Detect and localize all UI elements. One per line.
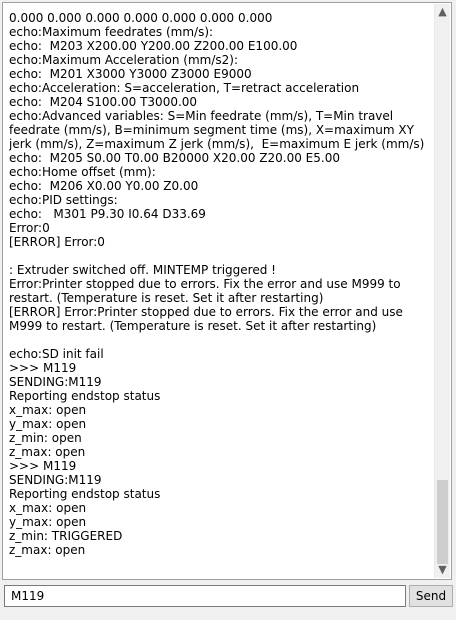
log-line: echo:Home offset (mm): bbox=[9, 165, 156, 179]
log-line: z_min: open bbox=[9, 431, 82, 445]
log-line: [ERROR] Error:Printer stopped due to errors. Fix the error and use M999 to restart. (Temperature is reset. Set it after restarting) bbox=[9, 305, 407, 333]
scrollbar-thumb[interactable] bbox=[437, 480, 448, 564]
log-line: echo:Maximum Acceleration (mm/s2): bbox=[9, 53, 239, 67]
log-line: [ERROR] Error:0 bbox=[9, 235, 105, 249]
log-line: z_max: open bbox=[9, 445, 86, 459]
log-line: echo: M203 X200.00 Y200.00 Z200.00 E100.00 bbox=[9, 39, 298, 53]
log-line: echo:SD init fail bbox=[9, 347, 104, 361]
log-line bbox=[9, 333, 429, 347]
log-line: Error:0 bbox=[9, 221, 50, 235]
send-button[interactable]: Send bbox=[409, 585, 453, 607]
console-log-pane[interactable] bbox=[2, 2, 452, 580]
log-line: SENDING:M119 bbox=[9, 375, 102, 389]
log-line: echo: M301 P9.30 I0.64 D33.69 bbox=[9, 207, 206, 221]
scroll-down-arrow-icon[interactable]: ▼ bbox=[438, 563, 447, 576]
log-line: SENDING:M119 bbox=[9, 473, 102, 487]
scroll-up-arrow-icon[interactable]: ▲ bbox=[438, 5, 447, 18]
log-line: echo:PID settings: bbox=[9, 193, 118, 207]
log-line: y_max: open bbox=[9, 417, 87, 431]
log-line: : Extruder switched off. MINTEMP triggered ! bbox=[9, 263, 276, 277]
log-line: z_min: TRIGGERED bbox=[9, 529, 123, 543]
log-line: >>> M119 bbox=[9, 361, 77, 375]
log-line: x_max: open bbox=[9, 403, 87, 417]
log-line: echo: M201 X3000 Y3000 Z3000 E9000 bbox=[9, 67, 252, 81]
log-line: echo:Advanced variables: S=Min feedrate (mm/s), T=Min travel feedrate (mm/s), B=minimum segment time (ms), X=maximum XY jerk (mm/s), Z=maximum Z jerk (mm/s), E=maximum E jerk (mm/s) bbox=[9, 109, 425, 151]
log-line: Reporting endstop status bbox=[9, 487, 161, 501]
log-line: x_max: open bbox=[9, 501, 87, 515]
log-line: echo: M206 X0.00 Y0.00 Z0.00 bbox=[9, 179, 199, 193]
log-line: echo:Acceleration: S=acceleration, T=retract acceleration bbox=[9, 81, 360, 95]
log-line: 0.000 0.000 0.000 0.000 0.000 0.000 0.000 bbox=[9, 11, 273, 25]
log-line: echo: M205 S0.00 T0.00 B20000 X20.00 Z20.00 E5.00 bbox=[9, 151, 340, 165]
command-input[interactable] bbox=[4, 585, 406, 607]
log-line: echo: M204 S100.00 T3000.00 bbox=[9, 95, 198, 109]
log-line: Reporting endstop status bbox=[9, 389, 161, 403]
log-line: Error:Printer stopped due to errors. Fix the error and use M999 to restart. (Temperature is reset. Set it after restarting) bbox=[9, 277, 405, 305]
log-line bbox=[9, 249, 429, 263]
log-line: echo:Maximum feedrates (mm/s): bbox=[9, 25, 214, 39]
vertical-scrollbar[interactable] bbox=[434, 4, 450, 578]
log-line: y_max: open bbox=[9, 515, 87, 529]
console-log-text bbox=[9, 11, 429, 577]
log-line: >>> M119 bbox=[9, 459, 77, 473]
log-line: z_max: open bbox=[9, 543, 86, 557]
